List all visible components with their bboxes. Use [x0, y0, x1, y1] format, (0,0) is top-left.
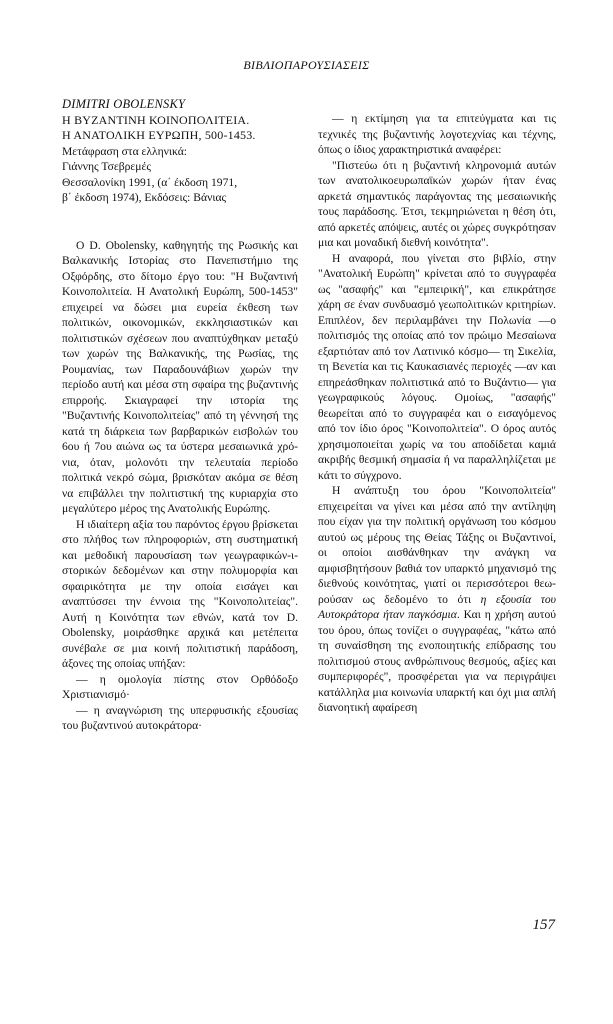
paragraph-text: Η ανάπτυξη του όρου "Κοινοπολιτεία" επιχειρείται να γίνει και μέσα από την αντίληψη που είχαν για την πολιτική οργάνωση του κόσμου αυτού ως μέρους της Θείας Τάξης οι Βυζαντινοί, οι οποίοι αισθάνθηκαν την ανάγκη να αμφισβητήσουν βαθιά τον υπαρκτό μηχανισμό της διεθνούς κοινότητας, γιατί οι περισσότεροι θεωρούσαν ως δεδομένο το ότι — [318, 484, 556, 606]
book-metadata — [62, 97, 298, 206]
translator-name: Γιάννης Τσεβρεμές — [62, 160, 151, 173]
translation-label: Μετάφραση στα ελληνικά: — [62, 144, 188, 158]
right-column — [318, 111, 556, 716]
body-paragraph: Η ιδιαίτερη αξία του παρόντος έργου βρίσκεται στο πλήθος των πληροφοριών, στη συστηματική και μεθοδική παρουσίαση των γεωγραφικών-ιστορικών δεδομένων και στην πολυμορφία και σφαιρικότητα με την οποία εισάγει και αναπτύσσει την έννοια της "Κοινοπολιτείας". Αυτή η Κοινότητα των εθνών, κατά τον D. Obolensky, μοιράσθηκε αρχικά και μετέπειτα συνέβαλε σε μια κοινή πολιτιστική παράδοση, άξονες της οποίας υπήξαν: — [62, 517, 298, 670]
book-title-line-1: Η ΒΥΖΑΝΤΙΝΗ ΚΟΙΝΟΠΟΛΙΤΕΙΑ. — [62, 112, 250, 127]
list-paragraph: — η εκτίμηση για τα επιτεύγματα και τις τεχνικές της βυζαντινής λογοτεχνίας και τέχνης, όπως ο ίδιος χαρακτηριστικά αναφέρει: — [318, 112, 556, 156]
book-title-line-2: Η ΑΝΑΤΟΛΙΚΗ ΕΥΡΩΠΗ, 500-1453. — [62, 128, 256, 142]
body-paragraph: Ο D. Obolensky, καθηγητής της Ρωσικής και Βαλκανικής Ιστορίας στο Πανεπιστήμιο της Οξφόρδης, στο δίτομο έργο του: "Η Βυζαντινή Κοινοπολιτεία. Η Ανατολική Ευρώπη, 500-1453" επιχειρεί να δώσει μια ευρεία έκθεση των πολιτικών, οικονομικών, εκκλησιαστικών και πολιτιστικών σχέσεων που αναπτύχθηκαν μεταξύ των χωρών της Βαλκανικής, της Ρωσίας, της Ρουμανίας, των Παραδουνάβιων χωρών την περίοδο αυτή και μέσα στη σφαίρα της βυζαντινής επιρροής. Σκιαγραφεί την ιστορία της "Βυζαντινής Κοινοπολιτείας" από τη γέννησή της κατά τη διάρκεια των βαρβαρικών εισβολών του 6ου ή 7ου αιώνα ως τα ύστερα μεσαιωνικά χρόνια, όταν, μολονότι την τελευταία περίοδο πολιτικά νεκρό σώμα, βρισκόταν ακόμα σε θέση να επιβάλλει την πολιτιστική της κυριαρχία στο μεγαλύτερο μέρος της Ανατολικής Ευρώπης. — [62, 238, 298, 515]
left-column — [62, 97, 298, 734]
edition-info-line-1: Θεσσαλονίκη 1991, (α΄ έκδοση 1971, — [62, 175, 238, 189]
quote-paragraph: "Πιστεύω ότι η βυζαντινή κληρονομιά αυτών των ανατολικοευρωπαϊκών χωρών ήταν ένας αρκετά σημαντικός παράγοντας της μεσαιωνικής τους παράδοσης. Έτσι, τεκμηριώνεται η θέση ότι, από αρκετές απόψεις, αυτές οι χώρες συγκρότησαν μια και μοναδική διεθνή κοινότητα". — [318, 158, 556, 249]
edition-info-line-2: β΄ έκδοση 1974), Εκδόσεις: Βάνιας — [62, 191, 227, 204]
body-paragraph: Η αναφορά, που γίνεται στο βιβλίο, στην "Ανατολική Ευρώπη" κρίνεται από το συγγραφέα ως "ασαφής" και "εμπειρική", και επικράτησε χάρη σε έναν συνδυασμό γεωπολιτικών κριτηρίων. Επιπλέον, δεν περιλαμβάνει την Πολωνία —ο πολιτισμός της οποίας από τον πρώιμο Μεσαίωνα εξαρτιόταν από τον Λατινικό κόσμο— τη Σικελία, τη Βενετία και τις Καυκασιανές περιοχές —αν και επηρεάσθηκαν πολιτιστικά από το Βυζάντιο— για γεωγραφικούς λόγους. Ομοίως, "ασαφής" θεωρείται από το συγγραφέα και ο εισαγόμενος από τον ίδιο όρος "Κοινοπολιτεία". Ο όρος αυτός χρησιμοποιείται χωρίς να του αποδίδεται καμιά ακριβής θεσμική σημασία ή να παραλληλίζεται με κάτι το σύγχρονο. — [318, 251, 556, 482]
running-header: ΒΙΒΛΙΟΠΑΡΟΥΣΙΑΣΕΙΣ — [243, 58, 370, 72]
paragraph-text: . Και η χρήση αυτού του όρου, όπως τονίζει ο συγγραφέας, "κάτω από τη συναίσθηση της ενοποιητικής επίδρασης του πολιτισμού στους ανθρώπινους θεσμούς, αξίες και συμπεριφορές", προσφέρεται για να περιγράψει κατάλληλα μια κοινωνία υπαρκτή και όχι μια απλή διανοητική αφαίρεση — [318, 608, 556, 714]
page-number: 157 — [532, 917, 555, 933]
book-author: DIMITRI OBOLENSKY — [62, 97, 186, 111]
list-paragraph: — η αναγνώριση της υπερφυσικής εξουσίας του βυζαντινού αυτοκράτορα· — [62, 703, 298, 732]
list-paragraph: — η ομολογία πίστης στον Ορθόδοξο Χριστιανισμό· — [62, 672, 298, 701]
emphasized-text: η εξουσία του Αυτοκράτορα ήταν παγκόσμια — [318, 592, 556, 621]
body-paragraph — [318, 483, 556, 716]
